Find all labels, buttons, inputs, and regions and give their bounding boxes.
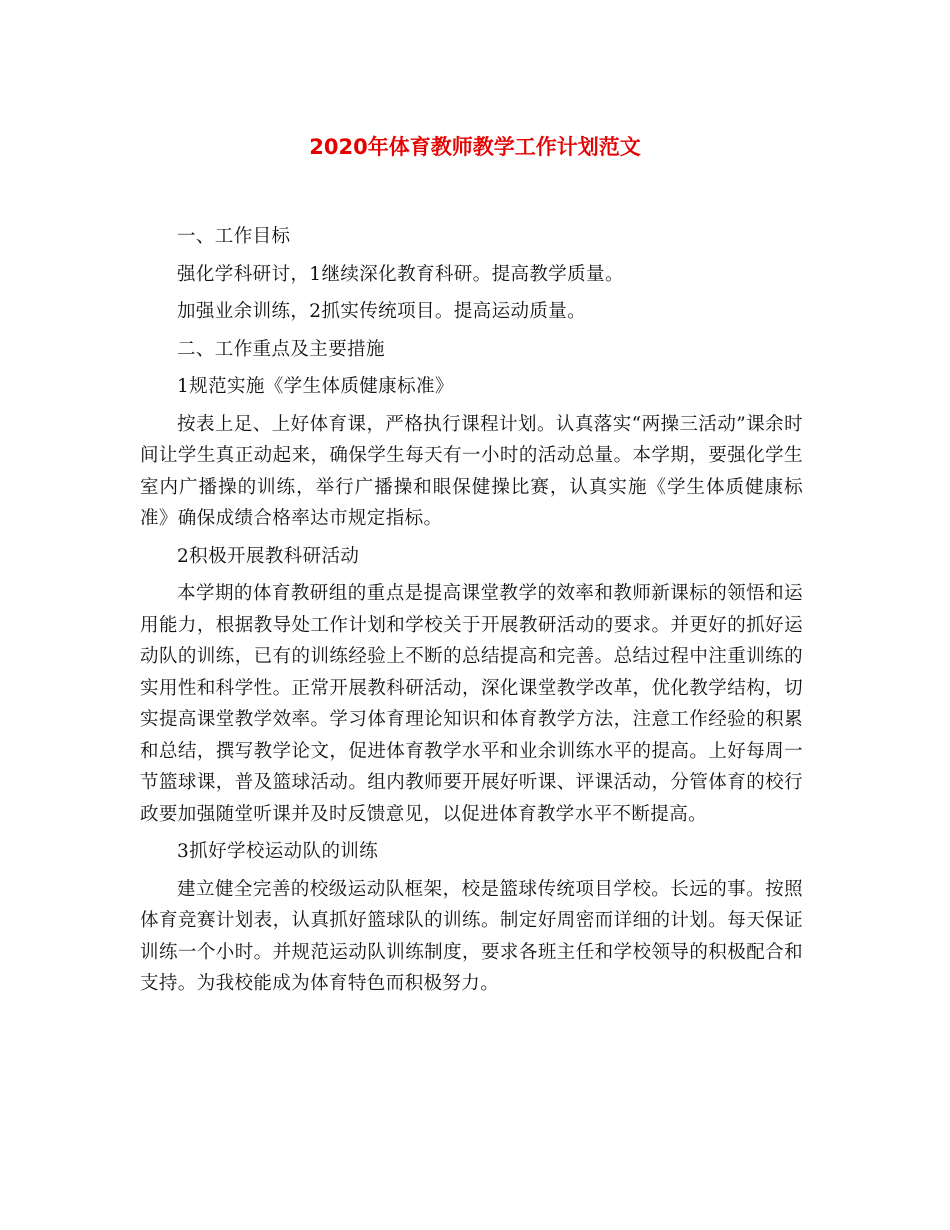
document-body — [140, 221, 803, 1006]
goal-item-1: 强化学科研讨，1继续深化教育科研。提高教学质量。 — [177, 263, 624, 285]
goal-item-2: 加强业余训练，2抓实传统项目。提高运动质量。 — [177, 301, 587, 322]
subheading-2: 2积极开展教科研活动 — [177, 545, 360, 567]
subheading-1: 1规范实施《学生体质健康标准》 — [177, 376, 454, 397]
paragraph-2: 本学期的体育教研组的重点是提高课堂教学的效率和教师新课标的领悟和运用能力，根据教导处工作计划和学校关于开展教研活动的要求。并更好的抓好运动队的训练，已有的训练经验上不断的总结提高和完善。总结过程中注重训练的实用性和科学性。正常开展教科研活动，深化课堂教学改革，优化教学结构，切实提高课堂教学效率。学习体育理论知识和体育教学方法，注意工作经验的积累和总结，撰写教学论文，促进体育教学水平和业余训练水平的提高。上好每周一节篮球课，普及篮球活动。组内教师要开展好听课、评课活动，分管体育的校行政要加强随堂听课并及时反馈意见，以促进体育教学水平不断提高。 — [140, 583, 803, 825]
document-title: 2020年体育教师教学工作计划范文 — [309, 135, 641, 159]
paragraph-3: 建立健全完善的校级运动队框架，校是篮球传统项目学校。长远的事。按照体育竞赛计划表，认真抓好篮球队的训练。制定好周密而详细的计划。每天保证训练一个小时。并规范运动队训练制度，要求各班主任和学校领导的积极配合和支持。为我校能成为体育特色而积极努力。 — [140, 878, 803, 994]
section-heading-measures: 二、工作重点及主要措施 — [177, 338, 385, 360]
subheading-3: 3抓好学校运动队的训练 — [177, 841, 379, 862]
paragraph-1: 按表上足、上好体育课，严格执行课程计划。认真落实“两操三活动”课余时间让学生真正动起来，确保学生每天有一小时的活动总量。本学期，要强化学生室内广播操的训练，举行广播操和眼保健操比赛，认真实施《学生体质健康标准》确保成绩合格率达市规定指标。 — [140, 413, 803, 529]
section-heading-goals: 一、工作目标 — [177, 226, 291, 247]
